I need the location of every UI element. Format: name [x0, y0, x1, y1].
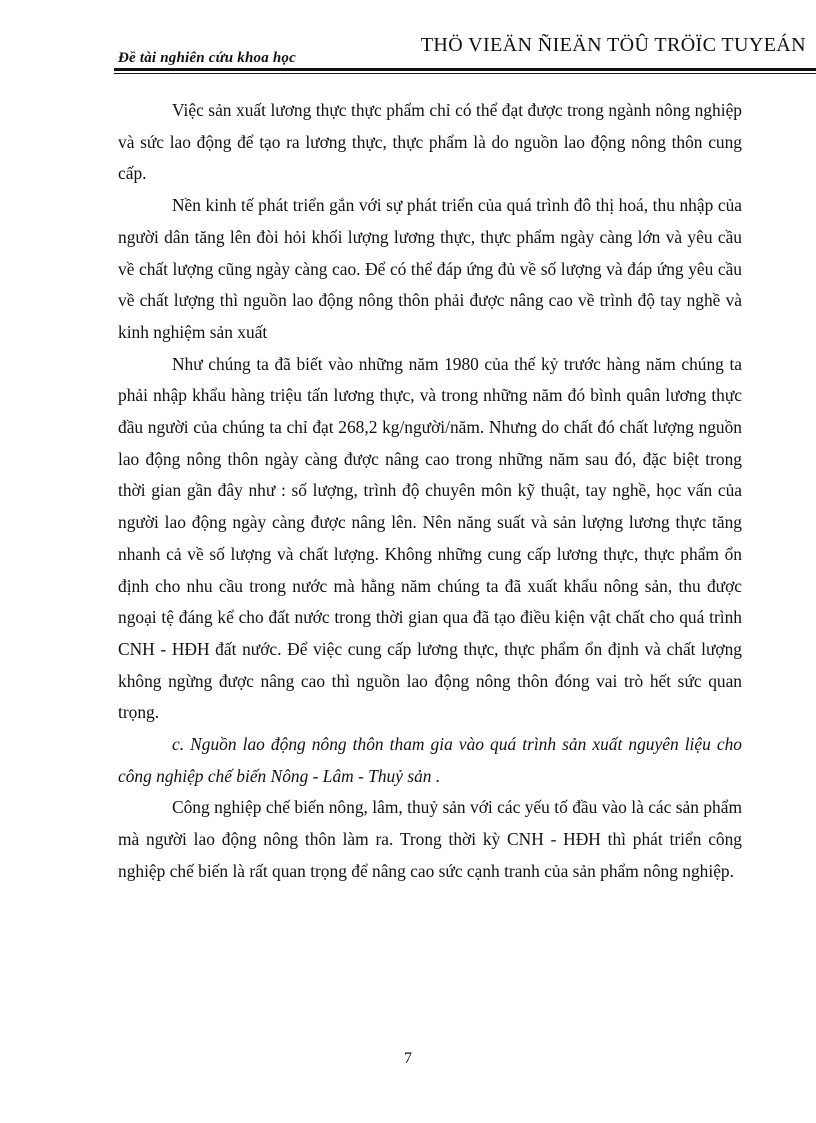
- section-heading-c: c. Nguồn lao động nông thôn tham gia vào quá trình sản xuất nguyên liệu cho công nghiệp chế biến Nông - Lâm - Thuỷ sản .: [118, 734, 742, 786]
- paragraph-2: Nền kinh tế phát triển gắn với sự phát triển của quá trình đô thị hoá, thu nhập của người dân tăng lên đòi hỏi khối lượng lương thực, thực phẩm ngày càng lớn và yêu cầu về chất lượng cũng ngày càng cao. Để có thể đáp ứng đủ về số lượng và đáp ứng yêu cầu về chất lượng thì nguồn lao động nông thôn phải được nâng cao về trình độ tay nghề và kinh nghiệm sản xuất: [118, 195, 742, 342]
- paragraph-4: Công nghiệp chế biến nông, lâm, thuỷ sản với các yếu tố đầu vào là các sản phẩm mà người lao động nông thôn làm ra. Trong thời kỳ CNH - HĐH thì phát triển công nghiệp chế biến là rất quan trọng để nâng cao sức cạnh tranh của sản phẩm nông nghiệp.: [118, 797, 742, 881]
- page-number: 7: [404, 1050, 412, 1067]
- header-library-name: THÖ VIEÄN ÑIEÄN TÖÛ TRÖÏC TUYEÁN: [420, 34, 806, 56]
- header-rule-thin: [114, 73, 816, 74]
- header-rule-thick: [114, 68, 816, 71]
- header-document-title: Đề tài nghiên cứu khoa học: [118, 50, 296, 66]
- document-body: [118, 95, 742, 888]
- paragraph-1: Việc sản xuất lương thực thực phẩm chỉ có thể đạt được trong ngành nông nghiệp và sức lao động để tạo ra lương thực, thực phẩm là do nguồn lao động nông thôn cung cấp.: [118, 100, 742, 184]
- paragraph-3: Như chúng ta đã biết vào những năm 1980 của thế kỷ trước hàng năm chúng ta phải nhập khẩu hàng triệu tấn lương thực, và trong những năm đó bình quân lương thực đầu người của chúng ta chỉ đạt 268,2 kg/người/năm. Nhưng do chất đó chất lượng nguồn lao động nông thôn ngày càng được nâng cao trong những năm sau đó, đặc biệt trong thời gian gần đây như : số lượng, trình độ chuyên môn kỹ thuật, tay nghề, học vấn của người lao động ngày càng được nâng lên. Nên năng suất và sản lượng lương thực tăng nhanh cả về số lượng và chất lượng. Không những cung cấp lương thực, thực phẩm ổn định cho nhu cầu trong nước mà hằng năm chúng ta đã xuất khẩu nông sản, thu được ngoại tệ đáng kể cho đất nước trong thời gian qua đã tạo điều kiện vật chất cho quá trình CNH - HĐH đất nước. Để việc cung cấp lương thực, thực phẩm ổn định và chất lượng không ngừng được nâng cao thì nguồn lao động nông thôn đóng vai trò hết sức quan trọng.: [118, 353, 742, 723]
